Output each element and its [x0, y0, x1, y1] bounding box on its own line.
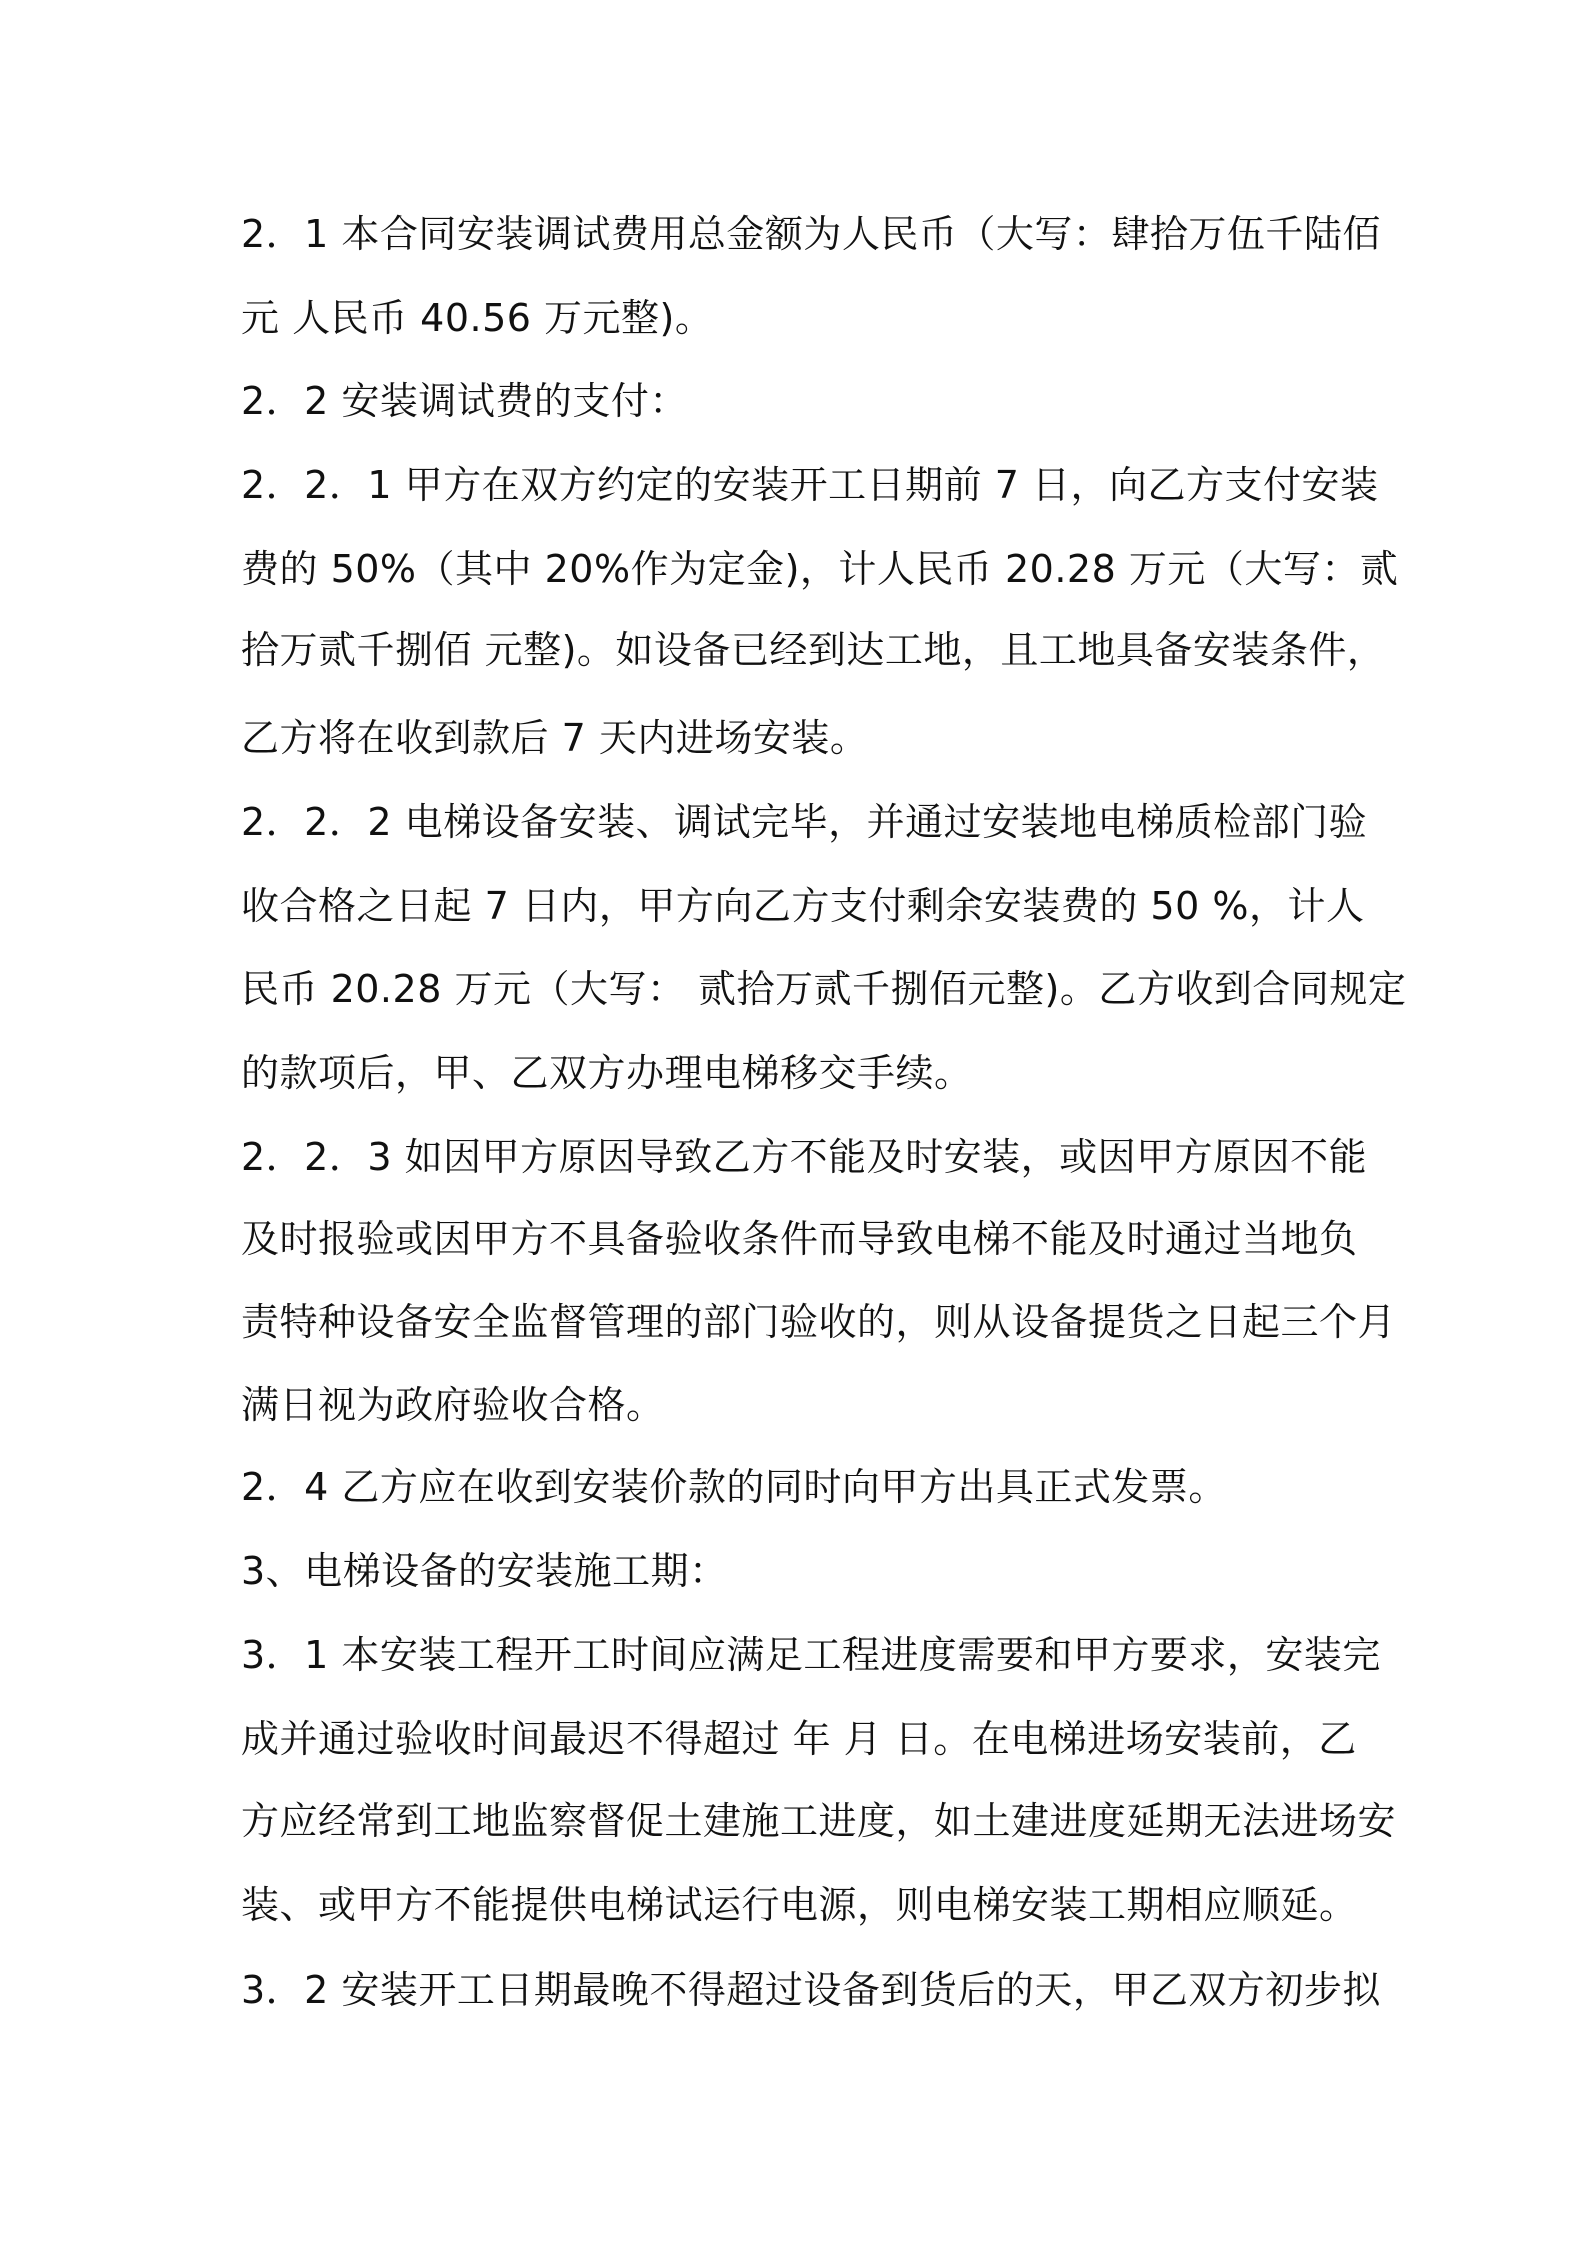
paragraph-2-1-line-1: 2．1 本合同安装调试费用总金额为人民币（大写：肆拾万伍千陆佰 [241, 212, 1381, 256]
paragraph-2-2-1-line-2: 费的 50%（其中 20%作为定金)，计人民币 20.28 万元（大写：贰 [241, 547, 1399, 591]
paragraph-3-1-line-2: 成并通过验收时间最迟不得超过 年 月 日。在电梯进场安装前，乙 [241, 1717, 1357, 1761]
paragraph-2-2-2-line-3: 民币 20.28 万元（大写： 贰拾万贰千捌佰元整)。乙方收到合同规定 [241, 967, 1407, 1011]
paragraph-2-1-line-2: 元 人民币 40.56 万元整)。 [241, 296, 714, 340]
paragraph-3-1-line-4: 装、或甲方不能提供电梯试运行电源，则电梯安装工期相应顺延。 [241, 1883, 1358, 1927]
paragraph-2-2-1-line-4: 乙方将在收到款后 7 天内进场安装。 [241, 716, 869, 760]
paragraph-3-1-line-3: 方应经常到工地监察督促土建施工进度，如土建进度延期无法进场安 [241, 1799, 1397, 1843]
heading-2-2: 2．2 安装调试费的支付： [241, 379, 688, 423]
paragraph-2-2-3-line-2: 及时报验或因甲方不具备验收条件而导致电梯不能及时通过当地负 [241, 1217, 1358, 1261]
paragraph-2-2-2-line-4: 的款项后，甲、乙双方办理电梯移交手续。 [241, 1051, 973, 1095]
paragraph-2-2-3-line-4: 满日视为政府验收合格。 [241, 1383, 665, 1427]
heading-3: 3、电梯设备的安装施工期： [241, 1549, 728, 1593]
paragraph-3-2-line-1: 3．2 安装开工日期最晚不得超过设备到货后的天，甲乙双方初步拟 [241, 1968, 1381, 2012]
paragraph-3-1-line-1: 3．1 本安装工程开工时间应满足工程进度需要和甲方要求，安装完 [241, 1633, 1381, 1677]
paragraph-2-2-3-line-1: 2．2．3 如因甲方原因导致乙方不能及时安装，或因甲方原因不能 [241, 1135, 1368, 1179]
paragraph-2-2-1-line-3: 拾万贰千捌佰 元整)。如设备已经到达工地，且工地具备安装条件， [241, 628, 1386, 672]
paragraph-2-2-2-line-1: 2．2．2 电梯设备安装、调试完毕，并通过安装地电梯质检部门验 [241, 800, 1368, 844]
paragraph-2-2-2-line-2: 收合格之日起 7 日内，甲方向乙方支付剩余安装费的 50 %，计人 [241, 884, 1365, 928]
paragraph-2-4: 2．4 乙方应在收到安装价款的同时向甲方出具正式发票。 [241, 1465, 1227, 1509]
paragraph-2-2-1-line-1: 2．2．1 甲方在双方约定的安装开工日期前 7 日，向乙方支付安装 [241, 463, 1379, 507]
paragraph-2-2-3-line-3: 责特种设备安全监督管理的部门验收的，则从设备提货之日起三个月 [241, 1300, 1397, 1344]
